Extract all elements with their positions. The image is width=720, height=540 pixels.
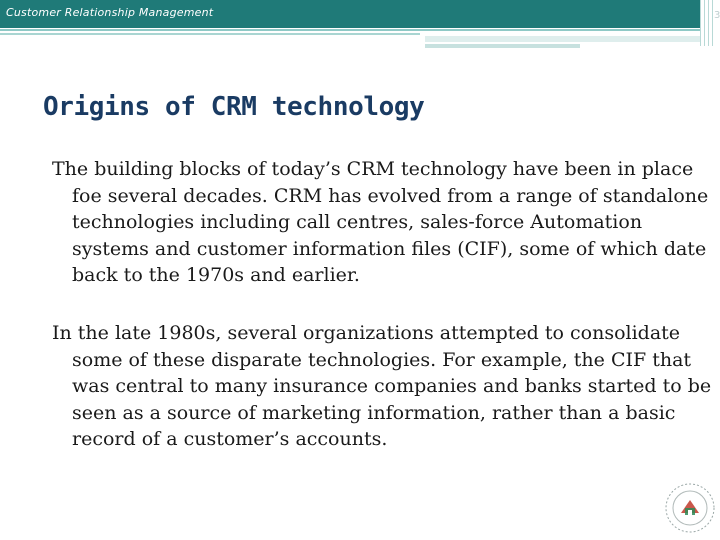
header-divider-line — [0, 29, 700, 31]
decorative-vertical-line — [704, 0, 705, 46]
header-divider-line-short — [0, 33, 420, 35]
decorative-bar — [425, 36, 700, 42]
body-paragraph-2: In the late 1980s, several organizations attempted to consolidate some of these disparate technologies. For example, the CIF that was central to many insurance companies and banks started to be seen as a source of marketing information, rather than a basic record of a customer’s accounts. — [52, 322, 712, 450]
decorative-bar-short — [425, 44, 580, 48]
body-paragraph-1: The building blocks of today’s CRM technology have been in place foe several decades. CRM has evolved from a range of standalone technologies including call centres, sales-force Automation systems and customer information files (CIF), some of which date back to the 1970s and earlier. — [52, 158, 709, 286]
decorative-vertical-line — [712, 0, 713, 46]
decorative-vertical-line — [700, 0, 701, 46]
university-seal-icon — [664, 482, 716, 534]
decorative-vertical-line — [708, 0, 709, 46]
header-bar — [0, 0, 700, 28]
slide-number: 3 — [714, 10, 720, 21]
header-title: Customer Relationship Management — [6, 6, 214, 19]
slide-title: Origins of CRM technology — [43, 92, 425, 122]
